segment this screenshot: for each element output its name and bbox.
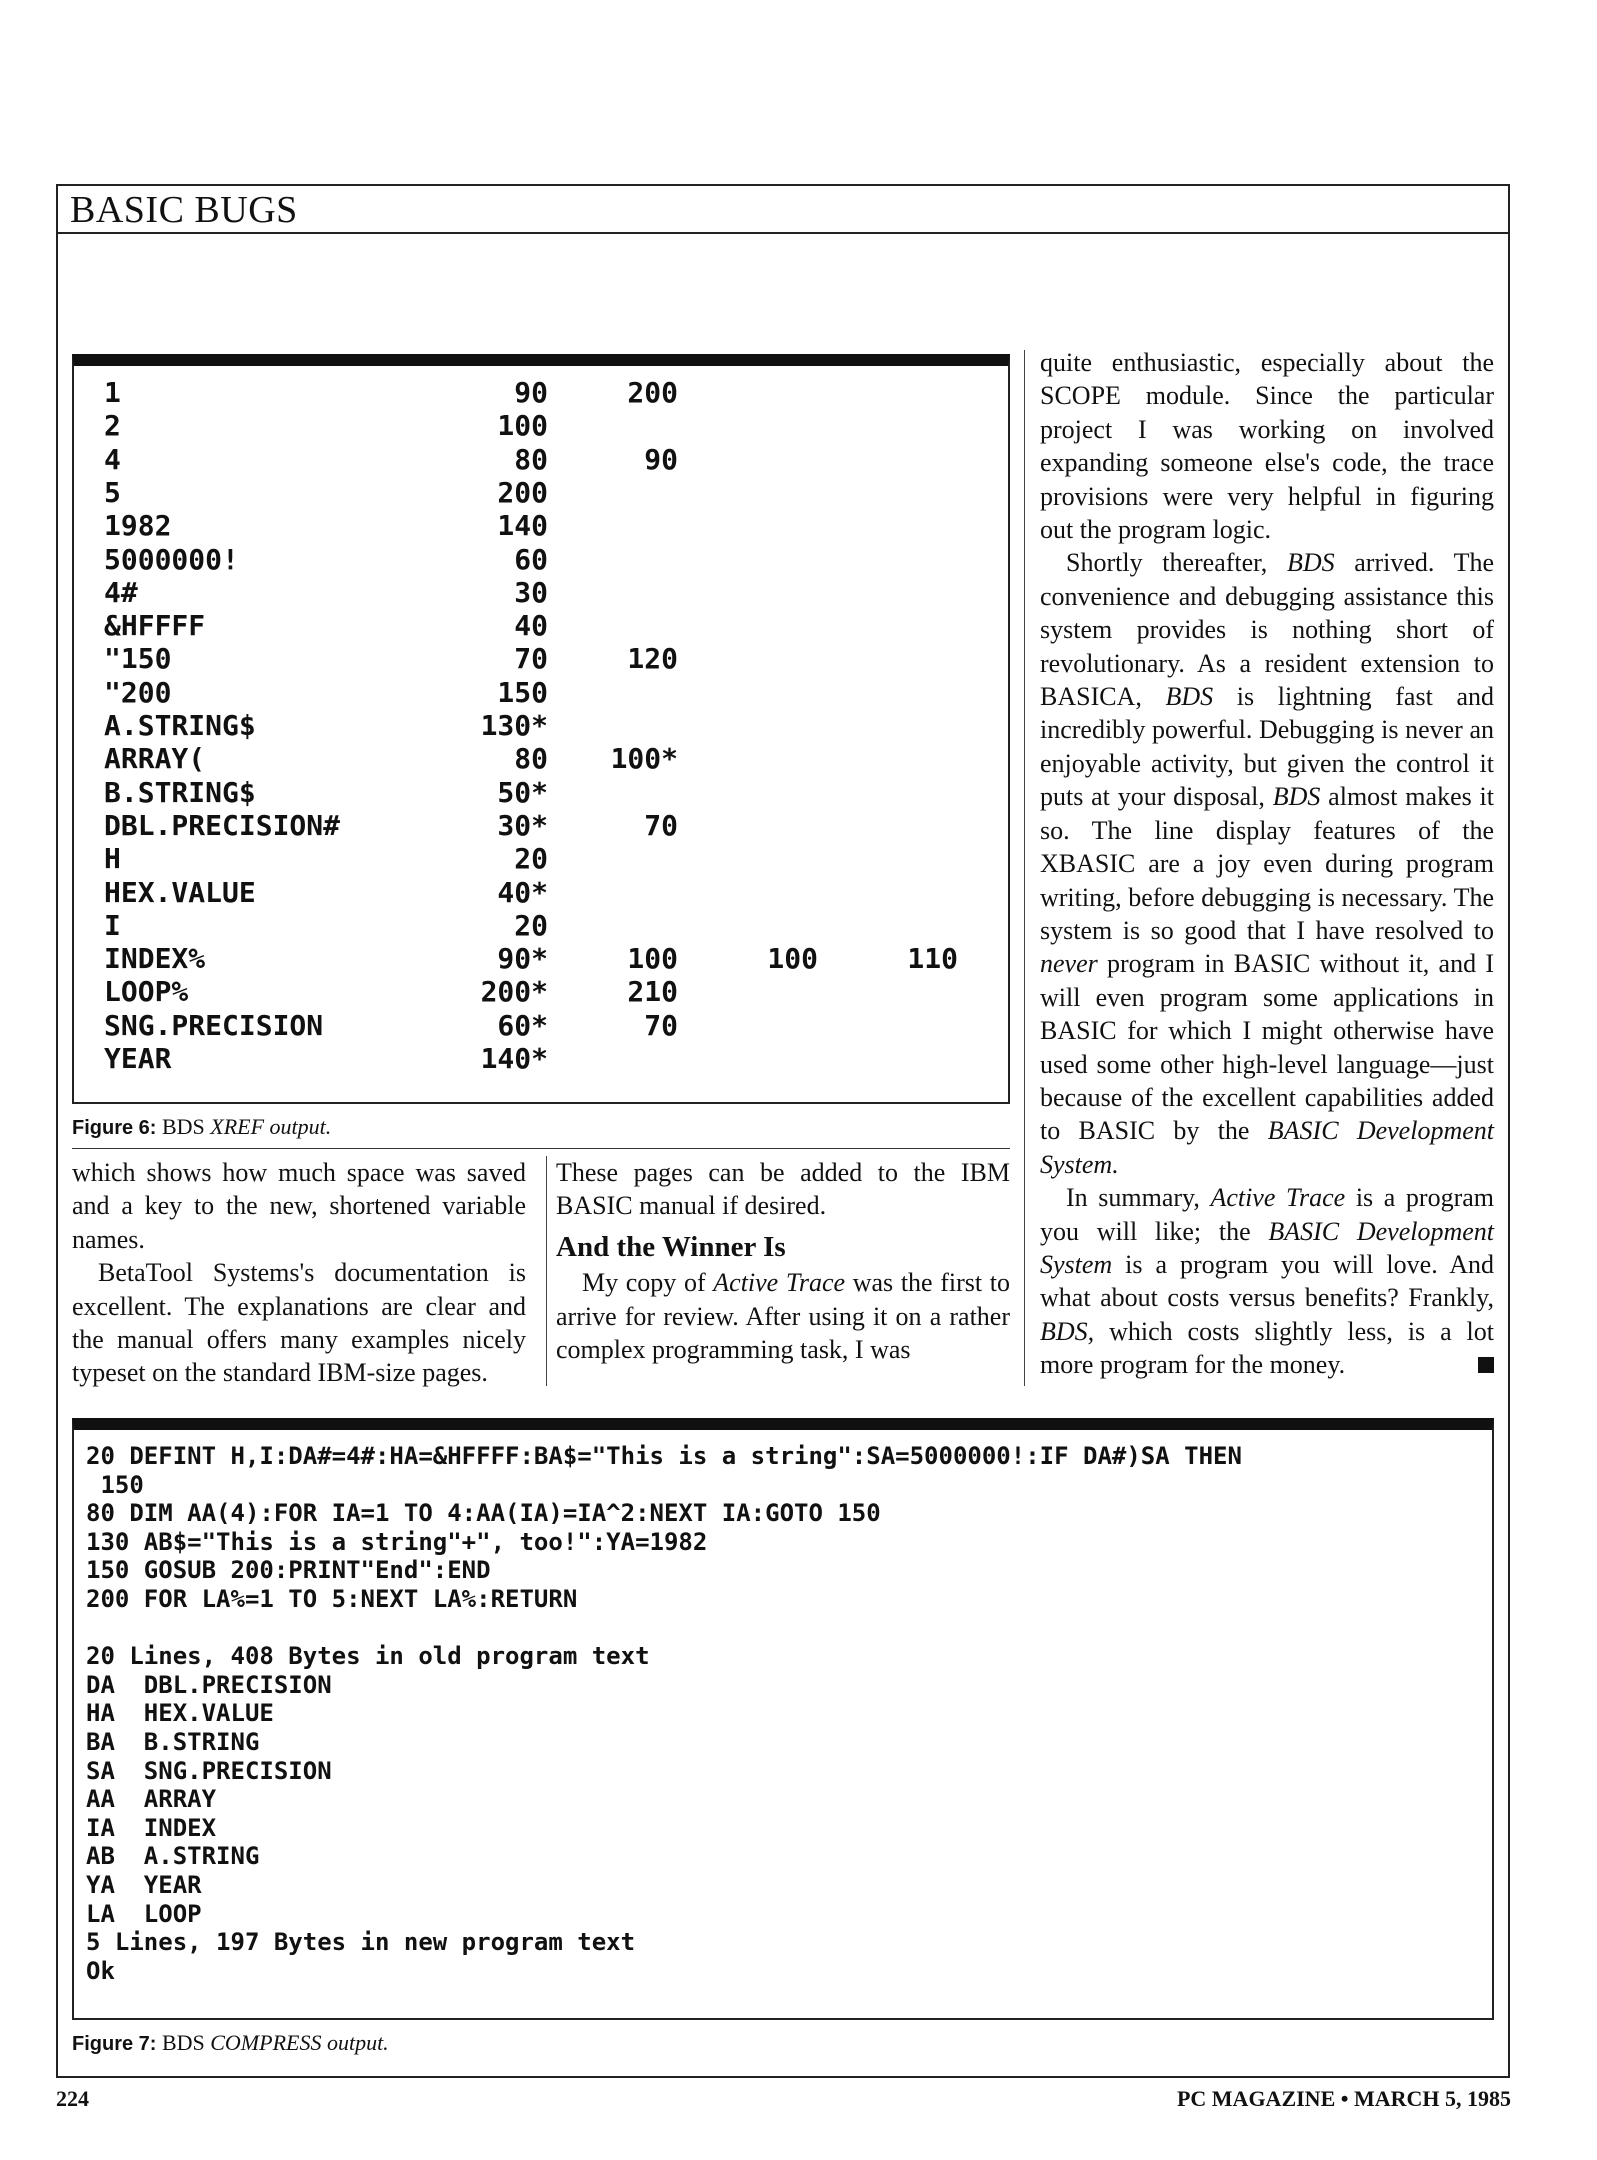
xref-cell-v2: 100* xyxy=(610,742,678,776)
code-line: 5 Lines, 197 Bytes in new program text xyxy=(86,1928,636,1957)
xref-cell-v1: 40* xyxy=(497,875,548,909)
xref-cell-name: SNG.PRECISION xyxy=(104,1008,324,1042)
code-line: 20 DEFINT H,I:DA#=4#:HA=&HFFFF:BA$="This is a string":SA=5000000!:IF DA#)SA THEN xyxy=(86,1442,1242,1470)
col3-paragraph-1: quite enthusiastic, especially about the SCOPE module. Since the particular project I was working on involved expanding someone else's code, the trace provisions were very helpful in figuring out the program logic. xyxy=(1040,348,1494,545)
xref-cell-v1: 90 xyxy=(514,376,548,409)
xref-cell-v1: 50* xyxy=(497,775,548,809)
page-number: 224 xyxy=(56,2086,89,2111)
xref-cell-v1: 20 xyxy=(514,908,548,942)
code-line: BA B.STRING xyxy=(86,1728,260,1756)
code-line: 130 AB$="This is a string"+", too!":YA=1982 xyxy=(86,1527,708,1556)
col3-paragraph-3: In summary, Active Trace is a program you will like; the BASIC Development System is a program you will love. And what about costs versus benefits? Frankly, BDS, which costs slightly less, is a lot more program for the money. xyxy=(1040,1183,1494,1380)
xref-cell-name: &HFFFF xyxy=(104,609,206,643)
xref-row xyxy=(74,809,1008,842)
xref-cell-v2: 70 xyxy=(644,808,678,842)
xref-row xyxy=(74,376,1008,409)
xref-cell-v2: 100 xyxy=(627,942,678,976)
col3-paragraph-2: Shortly thereafter, BDS arrived. The convenience and debugging assistance this system provides is nothing short of revolutionary. As a resident extension to BASICA, BDS is lightning fast and incredibly powerful. Debugging is never an enjoyable activity, but given the control it puts at your disposal, BDS almost makes it so. The line display features of the XBASIC are a joy even during program writing, before debugging is necessary. The system is so good that I have resolved to never program in BASIC without it, and I will even program some applications in BASIC for which I might otherwise have used some other high-level language—just because of the excellent capabilities added to BASIC by the BASIC Development System. xyxy=(1040,548,1495,1179)
code-line: YA YEAR xyxy=(86,1871,202,1899)
xref-cell-name: 1982 xyxy=(104,509,172,543)
figure-7-label: Figure 7: xyxy=(72,2033,157,2055)
xref-cell-name: 5 xyxy=(104,475,121,509)
xref-cell-v1: 80 xyxy=(514,742,548,776)
xref-cell-v1: 200* xyxy=(480,975,548,1009)
xref-row xyxy=(74,576,1008,609)
xref-cell-v1: 60* xyxy=(497,1008,548,1042)
publication-info: PC MAGAZINE • MARCH 5, 1985 xyxy=(1176,2086,1511,2111)
end-of-article-mark xyxy=(1478,1357,1494,1373)
figure-7-caption-emphasis: COMPRESS output. xyxy=(210,2030,389,2055)
code-line: LA LOOP xyxy=(86,1899,202,1928)
figure-7-caption-text: BDS xyxy=(161,2030,211,2055)
xref-row xyxy=(74,742,1008,775)
code-line: 150 xyxy=(86,1470,144,1499)
figure-6-bottom-rule xyxy=(72,1148,1010,1149)
figure-6-caption-text: BDS xyxy=(161,1114,211,1139)
xref-row xyxy=(74,409,1008,442)
col1-paragraph-1: which shows how much space was saved and a key to the new, shortened variable names. xyxy=(72,1158,526,1254)
xref-cell-v1: 150 xyxy=(497,675,548,709)
xref-cell-v1: 20 xyxy=(514,842,548,876)
figure-6-label: Figure 6: xyxy=(72,1117,157,1139)
xref-row xyxy=(74,509,1008,542)
xref-cell-v1: 30 xyxy=(514,575,548,609)
xref-cell-v1: 200 xyxy=(497,475,548,509)
figure-6-caption-emphasis: XREF output. xyxy=(210,1114,332,1139)
xref-cell-name: INDEX% xyxy=(104,942,206,976)
section-title: BASIC BUGS xyxy=(70,189,298,231)
column-1 xyxy=(72,1156,526,1390)
code-line: HA HEX.VALUE xyxy=(86,1699,274,1728)
code-line: IA INDEX xyxy=(86,1813,217,1842)
xref-cell-v1: 90* xyxy=(497,942,548,976)
code-line: SA SNG.PRECISION xyxy=(86,1756,332,1785)
xref-cell-name: ARRAY( xyxy=(104,742,206,776)
header-rule xyxy=(58,232,1508,234)
code-line: 80 DIM AA(4):FOR IA=1 TO 4:AA(IA)=IA^2:NEXT IA:GOTO 150 xyxy=(86,1499,881,1528)
code-line: 200 FOR LA%=1 TO 5:NEXT LA%:RETURN xyxy=(86,1585,578,1613)
xref-cell-name: DBL.PRECISION# xyxy=(104,808,341,842)
xref-cell-name: 5000000! xyxy=(104,542,239,576)
xref-cell-v2: 70 xyxy=(644,1008,678,1042)
xref-cell-v1: 130* xyxy=(480,709,548,742)
col1-paragraph-2: BetaTool Systems's documentation is excellent. The explanations are clear and the manual offers many examples nicely typeset on the standard IBM-size pages. xyxy=(72,1258,526,1388)
code-line: Ok xyxy=(86,1956,115,1985)
column-divider-2 xyxy=(1024,350,1025,1386)
xref-row xyxy=(74,609,1008,642)
xref-row xyxy=(74,676,1008,709)
xref-cell-v2: 90 xyxy=(644,442,678,476)
xref-cell-name: I xyxy=(104,908,121,942)
xref-row xyxy=(74,1009,1008,1042)
xref-cell-name: 2 xyxy=(104,409,121,443)
xref-row xyxy=(74,876,1008,909)
xref-cell-name: 1 xyxy=(104,376,121,409)
xref-cell-name: B.STRING$ xyxy=(104,775,256,809)
xref-cell-v1: 40 xyxy=(514,609,548,643)
xref-row xyxy=(74,443,1008,476)
xref-cell-name: 4# xyxy=(104,575,138,609)
xref-cell-v1: 30* xyxy=(497,808,548,842)
xref-cell-v1: 100 xyxy=(497,409,548,443)
code-line: DA DBL.PRECISION xyxy=(86,1670,332,1699)
xref-row xyxy=(74,642,1008,675)
xref-cell-name: HEX.VALUE xyxy=(104,875,256,909)
figure-6-caption xyxy=(72,1114,331,1140)
xref-cell-v4: 110 xyxy=(907,942,958,976)
xref-row xyxy=(74,476,1008,509)
col2-paragraph-1: These pages can be added to the IBM BASIC manual if desired. xyxy=(556,1158,1010,1221)
code-line: 150 GOSUB 200:PRINT"End":END xyxy=(86,1556,491,1585)
xref-cell-name: YEAR xyxy=(104,1042,172,1075)
xref-cell-v2: 210 xyxy=(627,975,678,1009)
xref-row xyxy=(74,942,1008,975)
xref-cell-v3: 100 xyxy=(767,942,818,976)
figure-6-xref-table xyxy=(72,354,1010,1104)
col2-paragraph-2: My copy of Active Trace was the first to arrive for review. After using it on a rather complex programming task, I was xyxy=(556,1268,1010,1365)
xref-cell-name: 4 xyxy=(104,442,121,476)
column-2 xyxy=(556,1156,1010,1366)
xref-row xyxy=(74,909,1008,942)
xref-cell-v2: 200 xyxy=(627,376,678,409)
figure-7-caption xyxy=(72,2030,389,2056)
xref-cell-name: LOOP% xyxy=(104,975,189,1009)
xref-row xyxy=(74,776,1008,809)
xref-row xyxy=(74,543,1008,576)
xref-cell-v2: 120 xyxy=(627,642,678,676)
xref-row xyxy=(74,709,1008,742)
xref-cell-v1: 140* xyxy=(480,1042,548,1075)
xref-cell-v1: 70 xyxy=(514,642,548,676)
xref-cell-v1: 140 xyxy=(497,509,548,543)
xref-cell-name: A.STRING$ xyxy=(104,709,256,742)
xref-cell-name: "150 xyxy=(104,642,172,676)
xref-cell-v1: 80 xyxy=(514,442,548,476)
column-divider-1 xyxy=(546,1156,547,1386)
code-line: 20 Lines, 408 Bytes in old program text xyxy=(86,1642,650,1671)
xref-row xyxy=(74,1042,1008,1075)
xref-cell-v1: 60 xyxy=(514,542,548,576)
code-line: AB A.STRING xyxy=(86,1842,260,1871)
xref-cell-name: "200 xyxy=(104,675,172,709)
figure-7-compress-listing xyxy=(72,1418,1494,2020)
code-line: AA ARRAY xyxy=(86,1785,217,1814)
xref-cell-name: H xyxy=(104,842,121,876)
xref-row xyxy=(74,842,1008,875)
col2-heading: And the Winner Is xyxy=(556,1230,786,1263)
column-3 xyxy=(1040,346,1494,1382)
xref-row xyxy=(74,975,1008,1008)
